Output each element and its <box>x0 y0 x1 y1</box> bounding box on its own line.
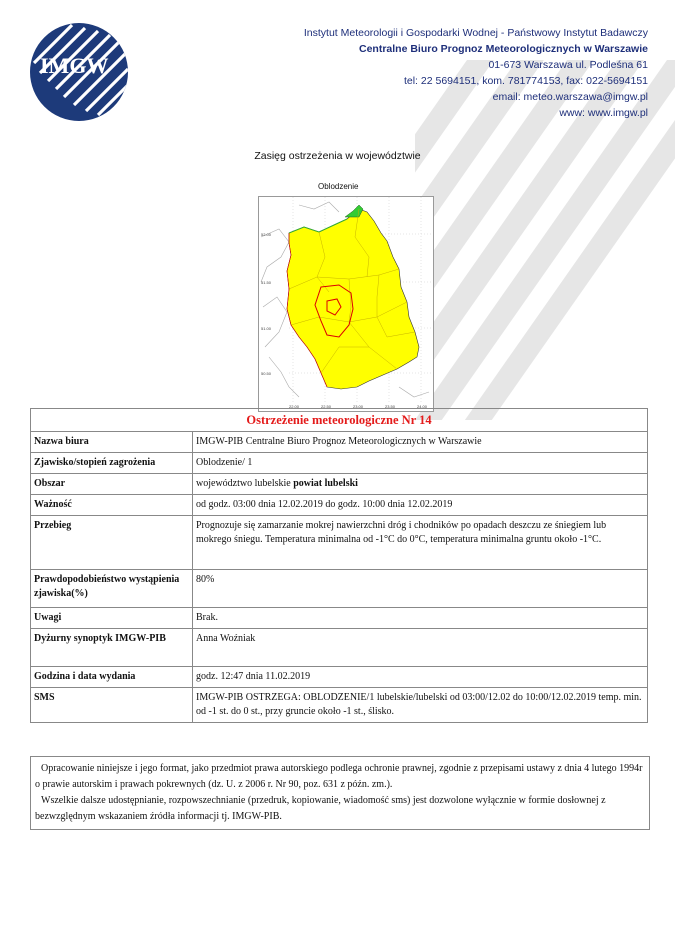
website[interactable]: www: www.imgw.pl <box>559 107 648 119</box>
table-row <box>31 453 648 474</box>
lat-label: 51.50 <box>261 280 272 285</box>
row-label: Uwagi <box>31 608 193 629</box>
row-label: Nazwa biura <box>31 432 193 453</box>
row-label: Ważność <box>31 495 193 516</box>
redistribution-paragraph: Wszelkie dalsze udostępnianie, rozpowszechnianie (przedruk, kopiowanie, wiadomość sms) jest dozwolone wyłącznie w formie dosłownej z bezwzględnym wskazaniem źródła informacji tj. IMGW-PIB. <box>35 795 606 822</box>
table-row <box>31 474 648 495</box>
row-label: Obszar <box>31 474 193 495</box>
row-value: 80% <box>193 570 648 608</box>
warning-map <box>258 196 434 412</box>
address: 01-673 Warszawa ul. Podleśna 61 <box>488 59 648 71</box>
lat-label: 50.50 <box>261 371 272 376</box>
table-row <box>31 629 648 667</box>
row-value: IMGW-PIB Centralne Biuro Prognoz Meteorologicznych w Warszawie <box>193 432 648 453</box>
institute-name: Instytut Meteorologii i Gospodarki Wodnej - Państwowy Instytut Badawczy <box>303 27 648 39</box>
table-row <box>31 608 648 629</box>
imgw-logo <box>30 23 128 121</box>
lon-label: 22.50 <box>321 404 332 409</box>
phone: tel: 22 5694151, kom. 781774153, fax: 022-5694151 <box>403 75 648 87</box>
lon-label: 24.00 <box>417 404 428 409</box>
row-value: Brak. <box>193 608 648 629</box>
table-row <box>31 688 648 723</box>
lubelskie-region <box>287 209 419 389</box>
row-label: Godzina i data wydania <box>31 667 193 688</box>
warning-table <box>30 408 648 723</box>
row-value <box>193 474 648 495</box>
table-row <box>31 570 648 608</box>
row-label: Dyżurny synoptyk IMGW-PIB <box>31 629 193 667</box>
lat-label: 51.00 <box>261 326 272 331</box>
map-subtitle: Oblodzenie <box>318 182 359 191</box>
warning-title: Ostrzeżenie meteorologiczne Nr 14 <box>31 409 648 432</box>
table-row <box>31 432 648 453</box>
table-row <box>31 495 648 516</box>
row-label: SMS <box>31 688 193 723</box>
area-region: województwo lubelskie <box>196 478 291 489</box>
table-row <box>31 516 648 570</box>
bureau-name: Centralne Biuro Prognoz Meteorologicznych w Warszawie <box>359 43 648 55</box>
row-value: od godz. 03:00 dnia 12.02.2019 do godz. 10:00 dnia 12.02.2019 <box>193 495 648 516</box>
row-label: Prawdopodobieństwo wystąpienia zjawiska(%) <box>31 570 193 608</box>
lat-label: 52.00 <box>261 232 272 237</box>
email[interactable]: email: meteo.warszawa@imgw.pl <box>492 91 648 103</box>
row-value: Oblodzenie/ 1 <box>193 453 648 474</box>
logo-text: IMGW <box>40 53 109 78</box>
map-title: Zasięg ostrzeżenia w województwie <box>254 150 421 162</box>
row-value: godz. 12:47 dnia 11.02.2019 <box>193 667 648 688</box>
copyright-footer <box>30 756 650 830</box>
row-label: Zjawisko/stopień zagrożenia <box>31 453 193 474</box>
area-county: powiat lubelski <box>290 478 358 489</box>
copyright-paragraph: Opracowanie niniejsze i jego format, jako przedmiot prawa autorskiego podlega ochronie prawnej, zgodnie z przepisami ustawy z dnia 4 lutego 1994r o prawie autorskim i prawach pokrewnych (dz. U. z 2006 r. Nr 90, poz. 631 z późn. zm.). <box>35 763 643 790</box>
row-value: Anna Woźniak <box>193 629 648 667</box>
lon-label: 22.00 <box>289 404 300 409</box>
lon-label: 23.50 <box>385 404 396 409</box>
row-label: Przebieg <box>31 516 193 570</box>
lon-label: 23.00 <box>353 404 364 409</box>
row-value: IMGW-PIB OSTRZEGA: OBLODZENIE/1 lubelskie/lubelski od 03:00/12.02 do 10:00/12.02.2019 temp. min. od -1 st. do 0 st., przy gruncie około -1 st., ślisko. <box>193 688 648 723</box>
row-value: Prognozuje się zamarzanie mokrej nawierzchni dróg i chodników po opadach deszczu ze śniegiem lub mokrego śniegu. Temperatura minimalna od -1°C do 0°C, temperatura minimalna gruntu około -1°C. <box>193 516 648 570</box>
institute-header <box>304 25 648 121</box>
table-row <box>31 667 648 688</box>
